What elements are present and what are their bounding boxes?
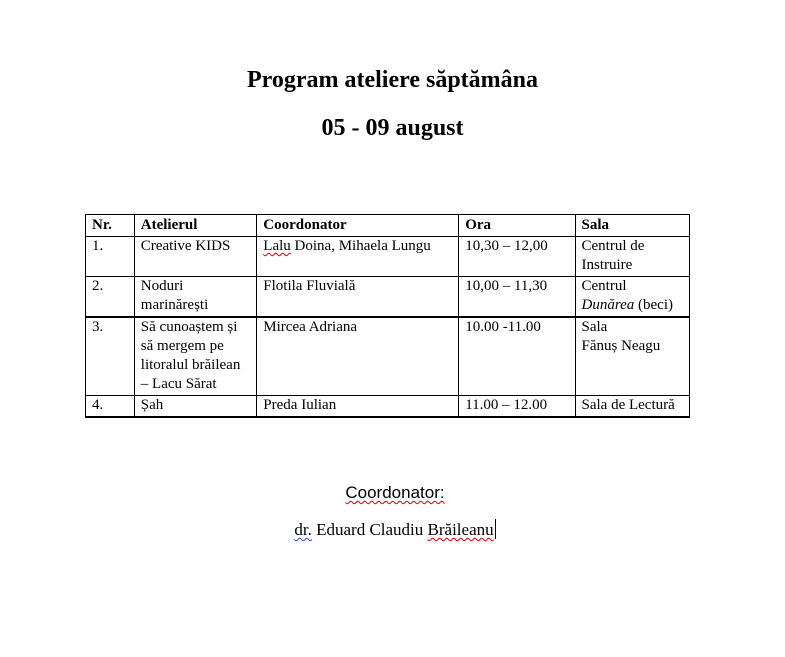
cell-nr: 4. — [86, 396, 135, 418]
cell-coordonator: Mircea Adriana — [257, 317, 459, 396]
cell-coordonator: Flotila Fluvială — [257, 277, 459, 318]
cell-nr: 1. — [86, 237, 135, 277]
signature-label — [0, 483, 785, 503]
cell-sala — [575, 277, 690, 318]
header-sala: Sala — [575, 215, 690, 237]
cell-sala — [575, 237, 690, 277]
spell-flag-word[interactable]: Coordonator: — [345, 483, 445, 502]
cell-nr: 3. — [86, 317, 135, 396]
sala-line: Fănuș Neagu — [581, 338, 661, 354]
header-atelierul: Atelierul — [134, 215, 257, 237]
document-title: Program ateliere săptămâna — [246, 67, 539, 93]
spell-flag-word[interactable]: Lalu — [263, 238, 291, 254]
cell-atelier: Creative KIDS — [134, 237, 257, 277]
sala-suffix: (beci) — [634, 297, 674, 313]
cell-atelier: Șah — [134, 396, 257, 418]
cell-atelier — [134, 317, 257, 396]
atelier-line: – Lacu Sărat — [140, 376, 217, 392]
cell-sala — [575, 317, 690, 396]
atelier-line: marinărești — [140, 297, 209, 313]
cell-nr: 2. — [86, 277, 135, 318]
coord-rest: Doina, Mihaela Lungu — [290, 238, 431, 254]
sala-line: Centrul — [581, 278, 627, 294]
cell-ora: 10,30 – 12,00 — [459, 237, 575, 277]
cell-sala: Sala de Lectură — [575, 396, 690, 418]
cell-coordonator — [257, 237, 459, 277]
signature-name — [0, 519, 785, 540]
table-header-row — [86, 215, 690, 237]
cell-coordonator: Preda Iulian — [257, 396, 459, 418]
name-middle: Eduard Claudiu — [311, 520, 428, 539]
spell-flag-word[interactable]: Brăileanu — [427, 520, 494, 539]
header-ora: Ora — [459, 215, 575, 237]
cell-ora: 10,00 – 11,30 — [459, 277, 575, 318]
cell-ora: 11.00 – 12.00 — [459, 396, 575, 418]
cell-atelier — [134, 277, 257, 318]
header-nr: Nr. — [86, 215, 135, 237]
header-coordonator: Coordonator — [257, 215, 459, 237]
table-row — [86, 317, 690, 396]
cell-ora: 10.00 -11.00 — [459, 317, 575, 396]
sala-line: Centrul de — [581, 238, 645, 254]
table-row — [86, 277, 690, 318]
atelier-line: Să cunoaștem și — [140, 319, 238, 335]
atelier-line: litoralul brăilean — [140, 357, 241, 373]
atelier-line: să mergem pe — [140, 338, 224, 354]
text-cursor — [495, 519, 496, 539]
atelier-line: Noduri — [140, 278, 184, 294]
schedule-table — [85, 214, 690, 418]
sala-italic-name: Dunărea — [581, 297, 635, 313]
sala-line: Sala — [581, 319, 608, 335]
document-date-range: 05 - 09 august — [321, 115, 464, 141]
table-row — [86, 237, 690, 277]
sala-line: Instruire — [581, 257, 633, 273]
grammar-flag-word[interactable]: dr. — [294, 520, 312, 539]
table-row — [86, 396, 690, 418]
